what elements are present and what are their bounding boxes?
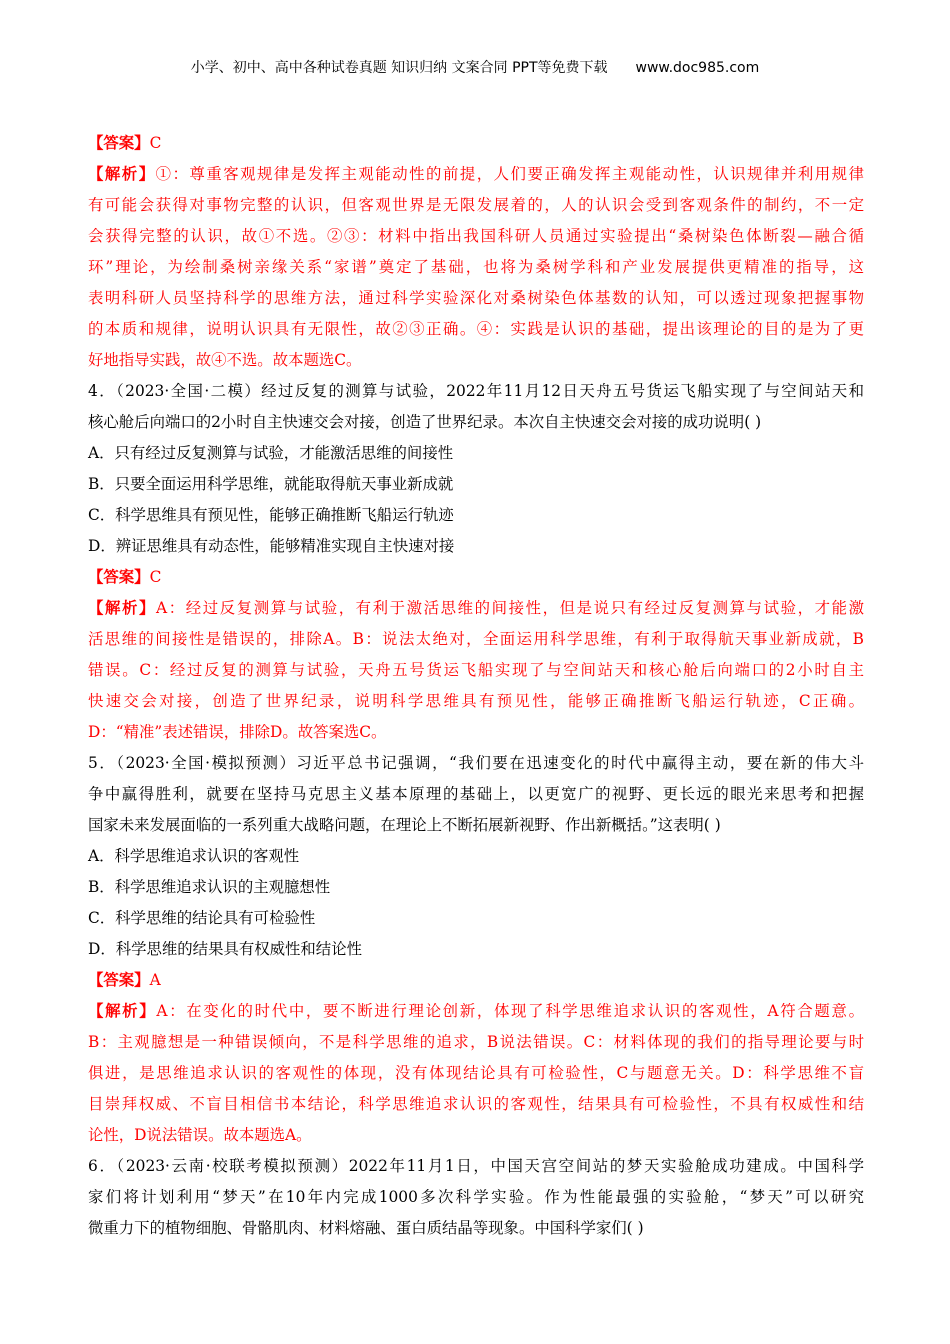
analysis-text: 的本质和规律，说明认识具有无限性，故②③正确。④：实践是认识的基础，提出该理论的目的是为了更	[88, 320, 864, 338]
analysis-block	[88, 593, 864, 748]
analysis-text: 目崇拜权威、不盲目相信书本结论，科学思维追求认识的客观性，结果具有可检验性，不具有权威性和结	[88, 1095, 864, 1113]
analysis-label: 【解析】	[88, 599, 156, 617]
question-stem	[88, 748, 864, 841]
question-line: 6．（2023·云南·校联考模拟预测）2022年11月1日，中国天宫空间站的梦天实验舱成功建成。中国科学	[88, 1157, 864, 1175]
answer-option: B．只要全面运用科学思维，就能取得航天事业新成就	[88, 475, 454, 493]
analysis-label: 【解析】	[88, 1002, 157, 1020]
answer-line	[88, 128, 864, 159]
question-line: 5．（2023·全国·模拟预测）习近平总书记强调，“我们要在迅速变化的时代中赢得主动，要在新的伟大斗	[88, 754, 864, 772]
question-stem	[88, 1151, 864, 1244]
analysis-text: 论性，D说法错误。故本题选A。	[88, 1126, 312, 1144]
analysis-text: 俱进，是思维追求认识的客观性的体现，没有体现结论具有可检验性，C与题意无关。D：科学思维不盲	[88, 1064, 864, 1082]
analysis-text: 快速交会对接，创造了世界纪录，说明科学思维具有预见性，能够正确推断飞船运行轨迹，C正确。	[88, 692, 864, 710]
analysis-text: 活思维的间接性是错误的，排除A。B：说法太绝对，全面运用科学思维，有利于取得航天事业新成就，B	[88, 630, 864, 648]
analysis-line	[88, 624, 864, 655]
answer-option: D．科学思维的结果具有权威性和结论性	[88, 940, 362, 958]
answer-option: B．科学思维追求认识的主观臆想性	[88, 878, 331, 896]
question-line: 微重力下的植物细胞、骨骼肌肉、材料熔融、蛋白质结晶等现象。中国科学家们( )	[88, 1219, 644, 1237]
question-stem	[88, 376, 864, 438]
analysis-line	[88, 159, 864, 190]
analysis-line	[88, 314, 864, 345]
question-line: 家们将计划利用“梦天”在10年内完成1000多次科学实验。作为性能最强的实验舱，“梦天”可以研究	[88, 1188, 864, 1206]
analysis-text: 错误。C：经过反复的测算与试验，天舟五号货运飞船实现了与空间站天和核心舱后向端口的2小时自主	[88, 661, 864, 679]
analysis-block	[88, 996, 864, 1151]
analysis-line	[88, 190, 864, 221]
analysis-line	[88, 655, 864, 686]
analysis-line	[88, 1027, 864, 1058]
question-line: 4．（2023·全国·二模）经过反复的测算与试验，2022年11月12日天舟五号货运飞船实现了与空间站天和	[88, 382, 864, 400]
analysis-line	[88, 345, 864, 376]
analysis-text: D：“精准”表述错误，排除D。故答案选C。	[88, 723, 387, 741]
analysis-text: 环”理论，为绘制桑树亲缘关系“家谱”奠定了基础，也将为桑树学科和产业发展提供更精准的指导，这	[88, 258, 864, 276]
analysis-line	[88, 1120, 864, 1151]
answer-label: 【答案】	[88, 971, 150, 989]
answer-option: C．科学思维具有预见性，能够正确推断飞船运行轨迹	[88, 506, 454, 524]
analysis-line	[88, 252, 864, 283]
answer-line	[88, 562, 864, 593]
analysis-line	[88, 686, 864, 717]
question-line: 核心舱后向端口的2小时自主快速交会对接，创造了世界纪录。本次自主快速交会对接的成功说明( )	[88, 413, 762, 431]
question-line: 国家未来发展面临的一系列重大战略问题，在理论上不断拓展新视野、作出新概括。”这表明( )	[88, 816, 721, 834]
analysis-text: 有可能会获得对事物完整的认识，但客观世界是无限发展着的，人的认识会受到客观条件的制约，不一定	[88, 196, 864, 214]
answer-line	[88, 965, 864, 996]
document-body	[88, 128, 864, 1244]
analysis-line	[88, 283, 864, 314]
analysis-label: 【解析】	[88, 165, 156, 183]
analysis-text: 会获得完整的认识，故①不选。②③：材料中指出我国科研人员通过实验提出“桑树染色体断裂—融合循	[88, 227, 864, 245]
analysis-line	[88, 593, 864, 624]
answer-value: A	[149, 971, 161, 989]
analysis-line	[88, 717, 864, 748]
analysis-line	[88, 1058, 864, 1089]
analysis-text: 好地指导实践，故④不选。故本题选C。	[88, 351, 362, 369]
answer-option: A．只有经过反复测算与试验，才能激活思维的间接性	[88, 444, 454, 462]
answer-option: C．科学思维的结论具有可检验性	[88, 909, 316, 927]
analysis-line	[88, 221, 864, 252]
answer-value: C	[149, 134, 162, 152]
page-header	[0, 57, 950, 77]
analysis-text: ①：尊重客观规律是发挥主观能动性的前提，人们要正确发挥主观能动性，认识规律并利用规律	[155, 165, 864, 183]
question-line: 争中赢得胜利，就要在坚持马克思主义基本原理的基础上，以更宽广的视野、更长远的眼光来思考和把握	[88, 785, 864, 803]
answer-value: C	[149, 568, 162, 586]
analysis-line	[88, 1089, 864, 1120]
header-text: 小学、初中、高中各种试卷真题 知识归纳 文案合同 PPT等免费下载	[190, 60, 608, 76]
answer-label: 【答案】	[88, 134, 150, 152]
analysis-line	[88, 996, 864, 1027]
analysis-block	[88, 159, 864, 376]
answer-label: 【答案】	[88, 568, 150, 586]
answer-option: A．科学思维追求认识的客观性	[88, 847, 300, 865]
analysis-text: A：经过反复测算与试验，有利于激活思维的间接性，但是说只有经过反复测算与试验，才能激	[156, 599, 864, 617]
analysis-text: 表明科研人员坚持科学的思维方法，通过科学实验深化对桑树染色体基数的认知，可以透过现象把握事物	[88, 289, 864, 307]
analysis-text: B：主观臆想是一种错误倾向，不是科学思维的追求，B说法错误。C：材料体现的我们的指导理论要与时	[88, 1033, 864, 1051]
answer-option: D．辨证思维具有动态性，能够精准实现自主快速对接	[88, 537, 455, 555]
analysis-text: A：在变化的时代中，要不断进行理论创新，体现了科学思维追求认识的客观性，A符合题意。	[156, 1002, 864, 1020]
header-url[interactable]: www.doc985.com	[635, 60, 760, 76]
